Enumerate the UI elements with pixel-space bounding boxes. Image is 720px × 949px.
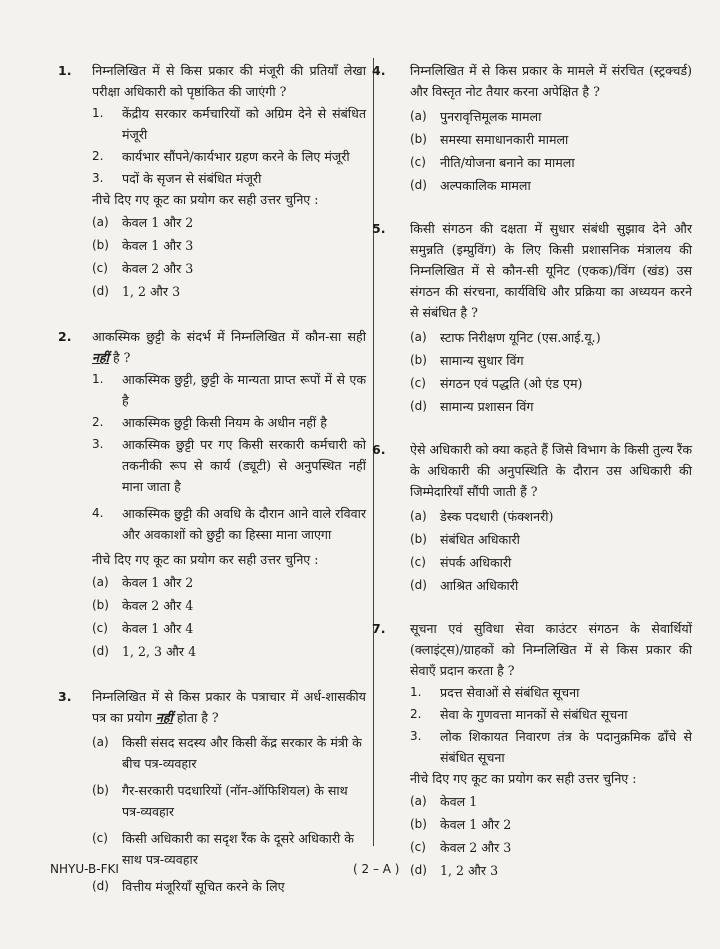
option-text: केवल 1 और 2: [440, 817, 512, 832]
option-d[interactable]: [92, 876, 366, 897]
option-a[interactable]: [410, 791, 692, 812]
question-2: [50, 326, 366, 662]
question-7: [372, 618, 692, 881]
negation-word: नहीं: [92, 350, 109, 365]
option-text: आश्रित अधिकारी: [440, 578, 519, 593]
option-label: (b): [92, 238, 109, 252]
statement-text: कार्यभार सौंपने/कार्यभार ग्रहण करने के लिए मंजूरी: [122, 149, 350, 164]
statement-text: आकस्मिक छुट्टी किसी नियम के अधीन नहीं है: [122, 415, 327, 430]
option-label: (a): [410, 330, 427, 344]
option-label: (b): [410, 353, 427, 367]
option-text: केवल 1: [440, 794, 478, 809]
statement-text: लोक शिकायत निवारण तंत्र के पदानुक्रमिक ढाँचे से संबंधित सूचना: [440, 729, 692, 765]
question-text: किसी संगठन की दक्षता में सुधार संबंधी सुझाव देने और समुन्नति (इम्प्रुविंग) के लिए किसी प्रशासनिक मंत्रालय की निम्नलिखित में से कौन-सी यूनिट (एकक)/विंग (खंड) उस संगठन की संरचना, कार्यविधि और प्रक्रिया का अध्ययन करने से संबंधित है ?: [410, 221, 692, 320]
question-number: 6.: [372, 442, 386, 457]
option-text: केवल 2 और 4: [122, 598, 194, 613]
question-text: ऐसे अधिकारी को क्या कहते हैं जिसे विभाग के किसी तुल्य रैंक के अधिकारी की अनुपस्थिति के दौरान उस अधिकारी की जिम्मेदारियाँ सौंपी जाती हैं ?: [410, 442, 692, 499]
option-label: (a): [92, 735, 109, 749]
statement: [92, 503, 366, 545]
option-b[interactable]: [410, 529, 692, 550]
booklet-code: NHYU-B-FKI: [50, 862, 119, 876]
option-text: संगठन एवं पद्धति (ओ एंड एम): [440, 376, 583, 391]
question-text: [92, 326, 366, 368]
question-text-part: आकस्मिक छुट्टी के संदर्भ में निम्नलिखित में कौन-सा सही: [92, 329, 366, 344]
option-label: (b): [92, 783, 109, 797]
question-5: [372, 218, 692, 417]
option-label: (a): [410, 794, 427, 808]
option-c[interactable]: [410, 373, 692, 394]
option-label: (b): [410, 532, 427, 546]
question-number: 2.: [58, 329, 72, 344]
option-text: केवल 2 और 3: [122, 261, 194, 276]
option-text: केवल 1 और 3: [122, 238, 194, 253]
option-text: 1, 2 और 3: [122, 284, 181, 299]
negation-word: नहीं: [155, 710, 173, 725]
option-text: अल्पकालिक मामला: [440, 178, 531, 193]
statement-number: 2.: [92, 415, 104, 429]
option-c[interactable]: [410, 837, 692, 858]
option-text: केवल 2 और 3: [440, 840, 512, 855]
statement: [92, 434, 366, 497]
option-text: सामान्य प्रशासन विंग: [440, 399, 534, 414]
option-label: (b): [410, 132, 427, 146]
instruction: नीचे दिए गए कूट का प्रयोग कर सही उत्तर चुनिए :: [92, 192, 319, 207]
question-1: [50, 60, 366, 302]
option-c[interactable]: [410, 152, 692, 173]
option-label: (d): [92, 644, 109, 658]
option-label: (b): [92, 598, 109, 612]
option-text: किसी संसद सदस्य और किसी केंद्र सरकार के मंत्री के बीच पत्र-व्यवहार: [122, 735, 362, 771]
question-text-part: होता है ?: [172, 710, 219, 725]
option-text: गैर-सरकारी पदधारियों (नॉन-ऑफिशियल) के साथ पत्र-व्यवहार: [122, 783, 348, 819]
option-d[interactable]: [410, 396, 692, 417]
option-label: (a): [410, 509, 427, 523]
option-b[interactable]: [410, 814, 692, 835]
option-label: (b): [410, 817, 427, 831]
option-label: (d): [410, 178, 427, 192]
statement-number: 1.: [92, 106, 104, 120]
option-label: (c): [410, 840, 426, 854]
option-a[interactable]: [92, 572, 366, 593]
statement-number: 1.: [410, 685, 422, 699]
option-a[interactable]: [92, 732, 366, 774]
option-text: केवल 1 और 2: [122, 215, 194, 230]
statement-text: आकस्मिक छुट्टी, छुट्टी के मान्यता प्राप्त रूपों में से एक है: [122, 372, 366, 408]
option-a[interactable]: [92, 212, 366, 233]
question-text-part: निम्नलिखित में से किस प्रकार के पत्राचार में अर्ध-शासकीय पत्र का प्रयोग: [92, 689, 366, 725]
instruction: नीचे दिए गए कूट का प्रयोग कर सही उत्तर चुनिए :: [410, 771, 637, 786]
question-number: 4.: [372, 63, 386, 78]
option-c[interactable]: [92, 828, 366, 870]
option-c[interactable]: [92, 618, 366, 639]
statement: [92, 103, 366, 145]
statement-text: आकस्मिक छुट्टी पर गए किसी सरकारी कर्मचारी को तकनीकी रूप से कार्य (ड्यूटी) से अनुपस्थित नहीं माना जाता है: [122, 437, 366, 494]
statement: [92, 412, 366, 433]
statement-number: 4.: [92, 506, 104, 520]
option-text: पुनरावृत्तिमूलक मामला: [440, 109, 542, 124]
option-text: स्टाफ निरीक्षण यूनिट (एस.आई.यू.): [440, 330, 601, 345]
question-text: सूचना एवं सुविधा सेवा काउंटर संगठन के सेवार्थियों (क्लाइंट्स)/ग्राहकों को निम्नलिखित में से किस प्रकार की सेवाएँ प्रदान करता है ?: [410, 621, 692, 678]
option-d[interactable]: [410, 860, 692, 881]
option-d[interactable]: [92, 641, 366, 662]
question-number: 1.: [58, 63, 72, 78]
statement-text: केंद्रीय सरकार कर्मचारियों को अग्रिम देने से संबंधित मंजूरी: [122, 106, 366, 142]
option-label: (a): [92, 575, 109, 589]
question-text: निम्नलिखित में से किस प्रकार के मामले में संरचित (स्ट्रक्चर्ड) और विस्तृत नोट तैयार करना अपेक्षित है ?: [410, 63, 692, 99]
option-text: संपर्क अधिकारी: [440, 555, 512, 570]
statement: [92, 146, 366, 167]
option-text: केवल 1 और 4: [122, 621, 194, 636]
option-b[interactable]: [410, 129, 692, 150]
statement: [92, 168, 366, 189]
option-label: (d): [92, 879, 109, 893]
option-d[interactable]: [92, 281, 366, 302]
right-column: [372, 60, 692, 881]
option-label: (c): [92, 261, 108, 275]
page-number: ( 2 – A ): [353, 862, 400, 876]
statement: [410, 726, 692, 768]
option-text: डेस्क पदधारी (फंक्शनरी): [440, 509, 554, 524]
option-text: समस्या समाधानकारी मामला: [440, 132, 569, 147]
option-b[interactable]: [410, 350, 692, 371]
question-6: [372, 439, 692, 596]
question-number: 7.: [372, 621, 386, 636]
option-label: (c): [410, 376, 426, 390]
option-b[interactable]: [92, 595, 366, 616]
option-text: नीति/योजना बनाने का मामला: [440, 155, 575, 170]
statement-number: 3.: [410, 729, 422, 743]
statement-text: सेवा के गुणवत्ता मानकों से संबंधित सूचना: [440, 707, 628, 722]
statement-text: आकस्मिक छुट्टी की अवधि के दौरान आने वाले रविवार और अवकाशों को छुट्टी का हिस्सा माना जाएगा: [122, 506, 366, 542]
option-label: (c): [92, 831, 108, 845]
option-text: वित्तीय मंजूरियाँ सूचित करने के लिए: [122, 879, 285, 894]
question-text: निम्नलिखित में से किस प्रकार की मंजूरी की प्रतियाँ लेखा परीक्षा अधिकारी को पृष्ठांकित की जाएंगी ?: [92, 63, 366, 99]
option-label: (d): [410, 399, 427, 413]
option-a[interactable]: [410, 327, 692, 348]
option-text: 1, 2, 3 और 4: [122, 644, 197, 659]
option-text: सामान्य सुधार विंग: [440, 353, 524, 368]
statement-number: 3.: [92, 437, 104, 451]
statement: [410, 704, 692, 725]
option-label: (c): [410, 155, 426, 169]
option-label: (d): [410, 578, 427, 592]
option-text: किसी अधिकारी का सदृश रैंक के दूसरे अधिकारी के साथ पत्र-व्यवहार: [122, 831, 354, 867]
instruction: नीचे दिए गए कूट का प्रयोग कर सही उत्तर चुनिए :: [92, 552, 319, 567]
option-label: (c): [410, 555, 426, 569]
option-text: 1, 2 और 3: [440, 863, 499, 878]
option-b[interactable]: [92, 235, 366, 256]
statement-number: 2.: [92, 149, 104, 163]
statement: [410, 682, 692, 703]
statement-number: 2.: [410, 707, 422, 721]
question-text: [92, 686, 366, 728]
question-number: 3.: [58, 689, 72, 704]
option-text: केवल 1 और 2: [122, 575, 194, 590]
option-text: संबंधित अधिकारी: [440, 532, 520, 547]
option-label: (a): [92, 215, 109, 229]
left-column: [50, 60, 366, 897]
option-b[interactable]: [92, 780, 366, 822]
question-number: 5.: [372, 221, 386, 236]
statement: [92, 369, 366, 411]
option-label: (c): [92, 621, 108, 635]
option-label: (a): [410, 109, 427, 123]
option-a[interactable]: [410, 506, 692, 527]
option-d[interactable]: [410, 175, 692, 196]
question-text-part: है ?: [108, 350, 131, 365]
statement-number: 3.: [92, 171, 104, 185]
statement-number: 1.: [92, 372, 104, 386]
option-label: (d): [92, 284, 109, 298]
option-a[interactable]: [410, 106, 692, 127]
option-c[interactable]: [410, 552, 692, 573]
option-d[interactable]: [410, 575, 692, 596]
question-4: [372, 60, 692, 196]
option-label: (d): [410, 863, 427, 877]
statement-text: पदों के सृजन से संबंधित मंजूरी: [122, 171, 262, 186]
option-c[interactable]: [92, 258, 366, 279]
statement-text: प्रदत्त सेवाओं से संबंधित सूचना: [440, 685, 580, 700]
